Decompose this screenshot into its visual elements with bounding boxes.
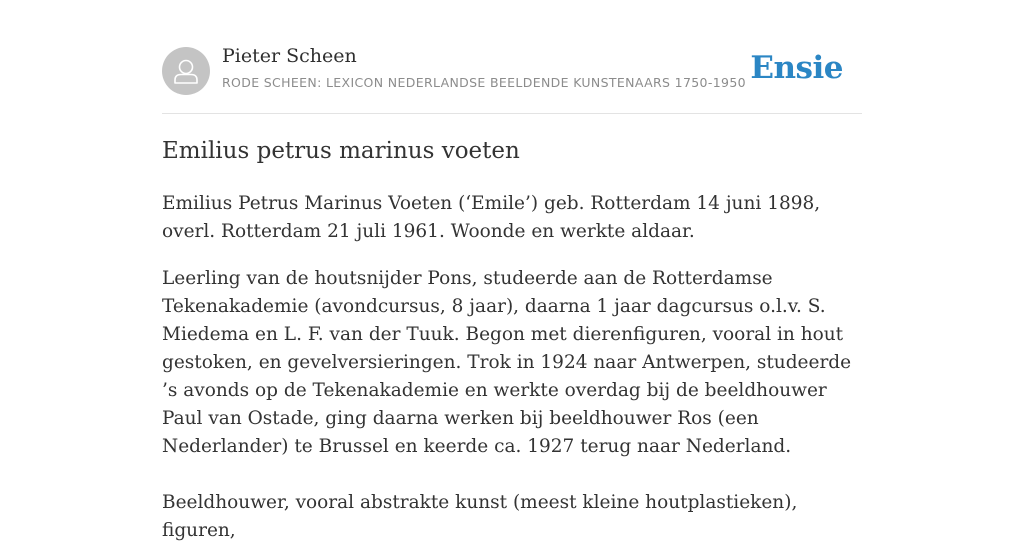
article-paragraph: Leerling van de houtsnijder Pons, studeerde aan de Rotterdamse Tekenakademie (avondcursus, 8 jaar), daarna 1 jaar dagcursus o.l.v. S. Miedema en L. F. van der Tuuk. Begon met dierenfiguren, vooral in hout gestoken, en gevelversieringen. Trok in 1924 naar Antwerpen, studeerde ’s avonds op de Tekenakademie en werkte overdag bij de beeldhouwer Paul van Ostade, ging daarna werken bij beeldhouwer Ros (een Nederlander) te Brussel en keerde ca. 1927 terug naar Nederland. — [162, 268, 852, 457]
author-name[interactable]: Pieter Scheen — [222, 45, 357, 67]
article-paragraph: Beeldhouwer, vooral abstrakte kunst (meest kleine houtplastieken), figuren, — [162, 492, 798, 541]
article-container — [162, 0, 862, 541]
source-title[interactable]: RODE SCHEEN: LEXICON NEDERLANDSE BEELDENDE KUNSTENAARS 1750-1950 — [222, 75, 746, 90]
author-avatar[interactable] — [162, 47, 210, 95]
user-icon — [162, 47, 210, 95]
article-header — [162, 0, 862, 114]
article-paragraph: Emilius Petrus Marinus Voeten (‘Emile’) geb. Rotterdam 14 juni 1898, overl. Rotterdam 21 juli 1961. Woonde en werkte aldaar. — [162, 193, 821, 242]
brand-logo[interactable]: Ensie — [750, 50, 843, 86]
article-title: Emilius petrus marinus voeten — [162, 138, 520, 164]
